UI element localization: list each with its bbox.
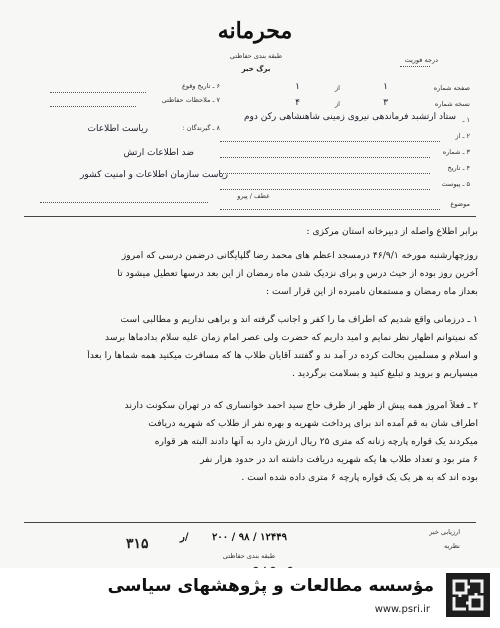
urgency-label: درجه فوریت (404, 56, 438, 64)
reference-label: عطف / پیرو (237, 192, 270, 200)
item5-label: ۵ ـ پیوست (441, 180, 470, 188)
subject-field (220, 209, 440, 210)
subject-label: موضوع (450, 200, 470, 208)
page-total-value: ۱ (295, 82, 300, 92)
form-name: برگ خبر (241, 65, 271, 73)
body-line: آخرین روز بوده از حیث درس و برای نزدیک شدن ماه رمضان از این بعد درسها تعطیل میشود تا (117, 268, 478, 279)
date-of-occurrence-label: ۶ ـ تاریخ وقوع (181, 82, 220, 90)
copy-number-label: نسخه شماره (434, 100, 470, 108)
sheet-number: ۳۱۵ (126, 536, 149, 552)
body-line: میکردند یک قواره پارچه زنانه که متری ۲۵ ریال ارزش دارد به آنها دادند البته هر قواره (154, 436, 478, 447)
document-title: محرمانه (217, 18, 293, 44)
body-line: ۱ ـ درزمانی واقع شدیم که اطراف ما را کفر و اجانب گرفته اند و براهی نداریم و مطالبی است (120, 314, 478, 325)
header-divider (24, 216, 476, 217)
urgency-field (400, 66, 430, 67)
body-line: ۶ متر بود و تعداد طلاب ها یکه شهریه دریافت داشته اند در حدود هزار نفر (200, 454, 478, 465)
classification-label: طبقه بندی حفاظتی (229, 52, 283, 60)
footer-classification: طبقه بندی حفاظتی (222, 552, 276, 560)
logo-mark-icon (446, 573, 490, 617)
body-line: و اسلام و مسلمین بحالت کرده در آمد ند و گفتند آقایان طلاب ها که مسافرت میکنید همه شماها را بعداً (87, 350, 478, 361)
item5-field (220, 189, 430, 190)
recipient-1: ریاست اطلاعات (87, 124, 148, 134)
item1-value: ستاد ارتشبد فرماندهی نیروی زمینی شاهنشاهی رکن دوم (243, 112, 456, 122)
recipient-3: ریاست سازمان اطلاعات و امنیت کشور (80, 170, 228, 180)
recipient-2: ضد اطلاعات ارتش (123, 148, 194, 158)
body-intro: برابر اطلاع واصله از دبیرخانه استان مرکزی : (306, 226, 478, 237)
body-line: بوده اند که به هر یک یک قواره پارچه ۶ متری داده شده است . (241, 472, 478, 483)
reference-slash: ر/ (180, 532, 189, 543)
organization-logo-icon (446, 573, 490, 617)
item3-field (220, 157, 430, 158)
copy-total-value: ۴ (295, 98, 300, 108)
item4-label: ۴ ـ تاریخ (447, 164, 470, 172)
date-of-occurrence-field (50, 92, 146, 93)
body-line: اطراف شان به قم آمده اند برای پرداخت شهریه و بهره نفر از طلاب که شهریه دریافت (148, 418, 478, 429)
page-number-label: صفحه شماره (433, 84, 470, 92)
body-line: میسپاریم و بروید و تبلیغ کنید و بسلامت برگردید . (291, 368, 478, 379)
item4-field (220, 173, 430, 174)
body-line: بعداز ماه رمضان و مستمعان نامبرده از این قرار است : (266, 286, 478, 297)
organization-url: www.psri.ir (374, 604, 430, 615)
item1-label: ۱ ـ (462, 116, 470, 124)
body-line: ۲ ـ فعلاً امروز همه پیش از ظهر از طرف حاج سید احمد خوانساری که در تهران سکونت دارند (124, 400, 478, 411)
item3-label: ۳ ـ شماره (442, 148, 470, 156)
item2-label: ۲ ـ از (455, 132, 470, 140)
body-line: که نمیتوانم اظهار نظر نمایم و امید داریم که حضرت ولی عصر امام زمان علیه سلام بدادماها برسد (105, 332, 478, 343)
reference-number: ۲۰۰ / ۹۸ / ۱۲۴۴۹ (212, 532, 287, 543)
recipients-label: ۸ ـ گیرندگان : (182, 124, 220, 132)
opinion-label: نظریه (443, 542, 460, 550)
security-notes-label: ۷ ـ ملاحظات حفاظتی (161, 96, 220, 104)
copy-number-value: ۳ (383, 98, 388, 108)
page-number-value: ۱ (383, 82, 388, 92)
evaluation-label: ارزیابی خبر (429, 528, 460, 536)
organization-name: مؤسسه مطالعات و پژوهشهای سیاسی (107, 576, 434, 596)
item2-field (220, 141, 440, 142)
copy-of-label: از (335, 100, 340, 108)
reference-field (40, 202, 208, 203)
body-line: روزچهارشنبه مورخه ۴۶/۹/۱ درمسجد اعظم های محمد رضا گلپایگانی درضمن درسی که امروز (121, 250, 478, 261)
security-notes-field (50, 106, 136, 107)
page-of-label: از (335, 84, 340, 92)
bottom-divider (24, 522, 476, 523)
